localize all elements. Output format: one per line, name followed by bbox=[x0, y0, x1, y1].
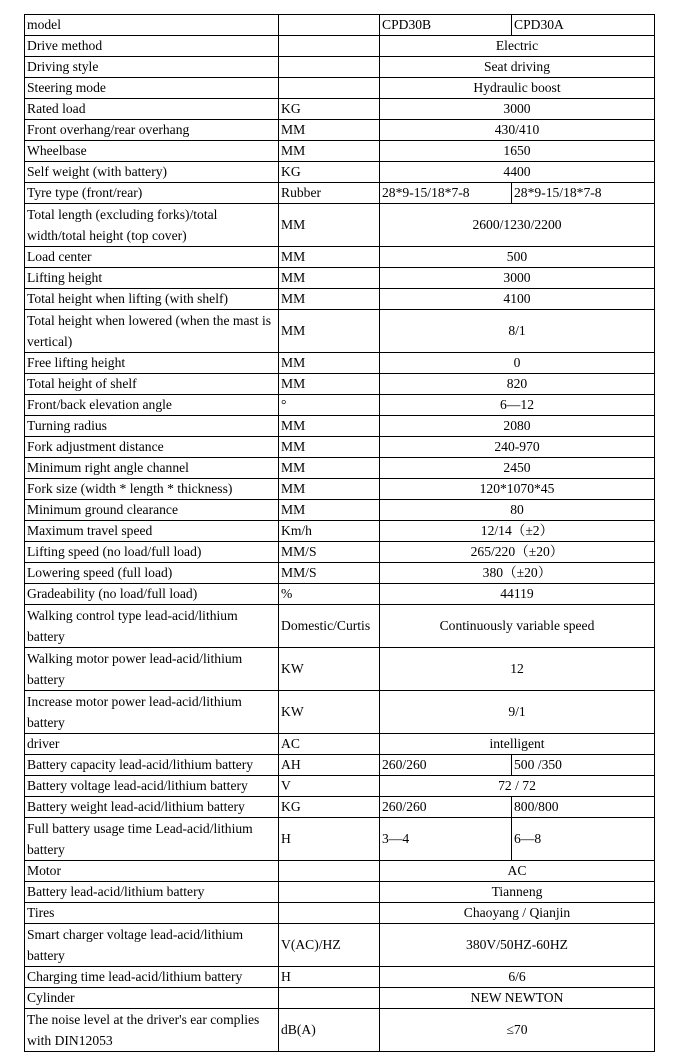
spec-value: 6—12 bbox=[380, 395, 655, 416]
spec-unit bbox=[279, 57, 380, 78]
header-row bbox=[25, 15, 655, 36]
spec-unit: MM bbox=[279, 204, 380, 247]
spec-label: Minimum right angle channel bbox=[25, 458, 279, 479]
spec-label: Steering mode bbox=[25, 78, 279, 99]
spec-label: Fork adjustment distance bbox=[25, 437, 279, 458]
spec-value-b: 260/260 bbox=[380, 755, 512, 776]
spec-unit: MM bbox=[279, 310, 380, 353]
spec-label: Self weight (with battery) bbox=[25, 162, 279, 183]
spec-label: Battery capacity lead-acid/lithium battery bbox=[25, 755, 279, 776]
spec-unit: KW bbox=[279, 648, 380, 691]
spec-unit: H bbox=[279, 818, 380, 861]
spec-unit: MM bbox=[279, 289, 380, 310]
spec-value-a: 28*9-15/18*7-8 bbox=[512, 183, 655, 204]
table-row bbox=[25, 289, 655, 310]
spec-label: The noise level at the driver's ear complies with DIN12053 bbox=[25, 1009, 279, 1052]
spec-value-b: 3—4 bbox=[380, 818, 512, 861]
spec-value: Electric bbox=[380, 36, 655, 57]
model-b-header: CPD30B bbox=[380, 15, 512, 36]
spec-value: 80 bbox=[380, 500, 655, 521]
spec-unit bbox=[279, 988, 380, 1009]
spec-label: Front overhang/rear overhang bbox=[25, 120, 279, 141]
spec-value: 380（±20） bbox=[380, 563, 655, 584]
spec-unit: Km/h bbox=[279, 521, 380, 542]
table-row bbox=[25, 521, 655, 542]
spec-label: Battery voltage lead-acid/lithium battery bbox=[25, 776, 279, 797]
spec-value: 2600/1230/2200 bbox=[380, 204, 655, 247]
spec-unit bbox=[279, 78, 380, 99]
table-row bbox=[25, 691, 655, 734]
spec-label: Cylinder bbox=[25, 988, 279, 1009]
spec-label: Full battery usage time Lead-acid/lithium battery bbox=[25, 818, 279, 861]
table-row bbox=[25, 967, 655, 988]
spec-value: intelligent bbox=[380, 734, 655, 755]
spec-label: Charging time lead-acid/lithium battery bbox=[25, 967, 279, 988]
spec-label: Lifting speed (no load/full load) bbox=[25, 542, 279, 563]
spec-value: 9/1 bbox=[380, 691, 655, 734]
spec-value: 3000 bbox=[380, 268, 655, 289]
table-row bbox=[25, 924, 655, 967]
table-row bbox=[25, 310, 655, 353]
spec-label: Battery lead-acid/lithium battery bbox=[25, 882, 279, 903]
table-row bbox=[25, 268, 655, 289]
table-row bbox=[25, 500, 655, 521]
table-row bbox=[25, 162, 655, 183]
spec-label: Drive method bbox=[25, 36, 279, 57]
spec-label: driver bbox=[25, 734, 279, 755]
spec-unit: H bbox=[279, 967, 380, 988]
spec-unit: % bbox=[279, 584, 380, 605]
spec-label: Tyre type (front/rear) bbox=[25, 183, 279, 204]
spec-unit: AC bbox=[279, 734, 380, 755]
spec-value: 1650 bbox=[380, 141, 655, 162]
table-row bbox=[25, 120, 655, 141]
spec-value: 380V/50HZ-60HZ bbox=[380, 924, 655, 967]
spec-unit: MM bbox=[279, 374, 380, 395]
spec-label: Fork size (width * length * thickness) bbox=[25, 479, 279, 500]
table-row bbox=[25, 141, 655, 162]
spec-unit: MM bbox=[279, 120, 380, 141]
spec-value: AC bbox=[380, 861, 655, 882]
spec-value: 3000 bbox=[380, 99, 655, 120]
spec-unit: MM bbox=[279, 247, 380, 268]
spec-label: Total length (excluding forks)/total width/total height (top cover) bbox=[25, 204, 279, 247]
spec-unit: MM bbox=[279, 353, 380, 374]
spec-value-a: 500 /350 bbox=[512, 755, 655, 776]
spec-label: Free lifting height bbox=[25, 353, 279, 374]
table-row bbox=[25, 36, 655, 57]
table-row bbox=[25, 437, 655, 458]
spec-value: ≤70 bbox=[380, 1009, 655, 1052]
spec-label: Increase motor power lead-acid/lithium battery bbox=[25, 691, 279, 734]
spec-value: 6/6 bbox=[380, 967, 655, 988]
spec-unit: dB(A) bbox=[279, 1009, 380, 1052]
spec-value-b: 28*9-15/18*7-8 bbox=[380, 183, 512, 204]
table-row bbox=[25, 479, 655, 500]
header-label: model bbox=[25, 15, 279, 36]
spec-label: Battery weight lead-acid/lithium battery bbox=[25, 797, 279, 818]
spec-value-a: 6—8 bbox=[512, 818, 655, 861]
spec-value: 500 bbox=[380, 247, 655, 268]
table-row bbox=[25, 458, 655, 479]
table-row bbox=[25, 734, 655, 755]
spec-unit: MM bbox=[279, 479, 380, 500]
table-row bbox=[25, 57, 655, 78]
spec-unit bbox=[279, 903, 380, 924]
table-row bbox=[25, 374, 655, 395]
spec-unit: AH bbox=[279, 755, 380, 776]
table-row bbox=[25, 395, 655, 416]
table-row bbox=[25, 78, 655, 99]
spec-label: Walking motor power lead-acid/lithium battery bbox=[25, 648, 279, 691]
spec-value: NEW NEWTON bbox=[380, 988, 655, 1009]
spec-label: Total height of shelf bbox=[25, 374, 279, 395]
spec-unit: ° bbox=[279, 395, 380, 416]
table-row bbox=[25, 204, 655, 247]
spec-label: Minimum ground clearance bbox=[25, 500, 279, 521]
spec-label: Front/back elevation angle bbox=[25, 395, 279, 416]
spec-unit: Rubber bbox=[279, 183, 380, 204]
spec-table bbox=[24, 14, 655, 1052]
table-row bbox=[25, 797, 655, 818]
table-row bbox=[25, 183, 655, 204]
spec-label: Turning radius bbox=[25, 416, 279, 437]
table-row bbox=[25, 584, 655, 605]
spec-value: Continuously variable speed bbox=[380, 605, 655, 648]
table-row bbox=[25, 988, 655, 1009]
header-unit bbox=[279, 15, 380, 36]
spec-label: Driving style bbox=[25, 57, 279, 78]
spec-unit: MM bbox=[279, 268, 380, 289]
spec-value-b: 260/260 bbox=[380, 797, 512, 818]
spec-label: Walking control type lead-acid/lithium battery bbox=[25, 605, 279, 648]
spec-value: 120*1070*45 bbox=[380, 479, 655, 500]
spec-value: Seat driving bbox=[380, 57, 655, 78]
spec-unit bbox=[279, 861, 380, 882]
table-row bbox=[25, 1009, 655, 1052]
spec-value: Chaoyang / Qianjin bbox=[380, 903, 655, 924]
spec-label: Lowering speed (full load) bbox=[25, 563, 279, 584]
spec-value: 8/1 bbox=[380, 310, 655, 353]
table-row bbox=[25, 648, 655, 691]
spec-label: Tires bbox=[25, 903, 279, 924]
table-row bbox=[25, 563, 655, 584]
table-row bbox=[25, 353, 655, 374]
spec-label: Lifting height bbox=[25, 268, 279, 289]
spec-unit: KG bbox=[279, 797, 380, 818]
spec-unit: KW bbox=[279, 691, 380, 734]
spec-value: 12/14（±2） bbox=[380, 521, 655, 542]
spec-unit bbox=[279, 882, 380, 903]
table-row bbox=[25, 542, 655, 563]
spec-unit: MM bbox=[279, 500, 380, 521]
spec-unit: MM bbox=[279, 458, 380, 479]
spec-unit: KG bbox=[279, 99, 380, 120]
spec-label: Load center bbox=[25, 247, 279, 268]
spec-label: Maximum travel speed bbox=[25, 521, 279, 542]
spec-unit: MM/S bbox=[279, 542, 380, 563]
table-row bbox=[25, 605, 655, 648]
table-row bbox=[25, 776, 655, 797]
spec-value: 44119 bbox=[380, 584, 655, 605]
table-row bbox=[25, 755, 655, 776]
spec-value-a: 800/800 bbox=[512, 797, 655, 818]
spec-value: 2450 bbox=[380, 458, 655, 479]
spec-label: Motor bbox=[25, 861, 279, 882]
spec-label: Rated load bbox=[25, 99, 279, 120]
spec-unit: V(AC)/HZ bbox=[279, 924, 380, 967]
model-a-header: CPD30A bbox=[512, 15, 655, 36]
spec-value: 265/220（±20） bbox=[380, 542, 655, 563]
spec-unit: MM bbox=[279, 141, 380, 162]
spec-value: 4100 bbox=[380, 289, 655, 310]
table-row bbox=[25, 861, 655, 882]
spec-label: Total height when lowered (when the mast is vertical) bbox=[25, 310, 279, 353]
spec-value: 4400 bbox=[380, 162, 655, 183]
spec-label: Gradeability (no load/full load) bbox=[25, 584, 279, 605]
spec-value: Hydraulic boost bbox=[380, 78, 655, 99]
spec-value: 2080 bbox=[380, 416, 655, 437]
table-row bbox=[25, 247, 655, 268]
spec-label: Total height when lifting (with shelf) bbox=[25, 289, 279, 310]
table-row bbox=[25, 882, 655, 903]
spec-value: 240-970 bbox=[380, 437, 655, 458]
table-row bbox=[25, 416, 655, 437]
table-row bbox=[25, 818, 655, 861]
spec-unit: V bbox=[279, 776, 380, 797]
spec-label: Smart charger voltage lead-acid/lithium battery bbox=[25, 924, 279, 967]
spec-value: 820 bbox=[380, 374, 655, 395]
spec-value: 72 / 72 bbox=[380, 776, 655, 797]
table-row bbox=[25, 99, 655, 120]
spec-unit: KG bbox=[279, 162, 380, 183]
spec-value: 12 bbox=[380, 648, 655, 691]
spec-unit bbox=[279, 36, 380, 57]
spec-unit: MM/S bbox=[279, 563, 380, 584]
spec-unit: Domestic/Curtis bbox=[279, 605, 380, 648]
spec-unit: MM bbox=[279, 416, 380, 437]
spec-value: 430/410 bbox=[380, 120, 655, 141]
spec-value: Tianneng bbox=[380, 882, 655, 903]
spec-unit: MM bbox=[279, 437, 380, 458]
table-row bbox=[25, 903, 655, 924]
spec-value: 0 bbox=[380, 353, 655, 374]
spec-label: Wheelbase bbox=[25, 141, 279, 162]
